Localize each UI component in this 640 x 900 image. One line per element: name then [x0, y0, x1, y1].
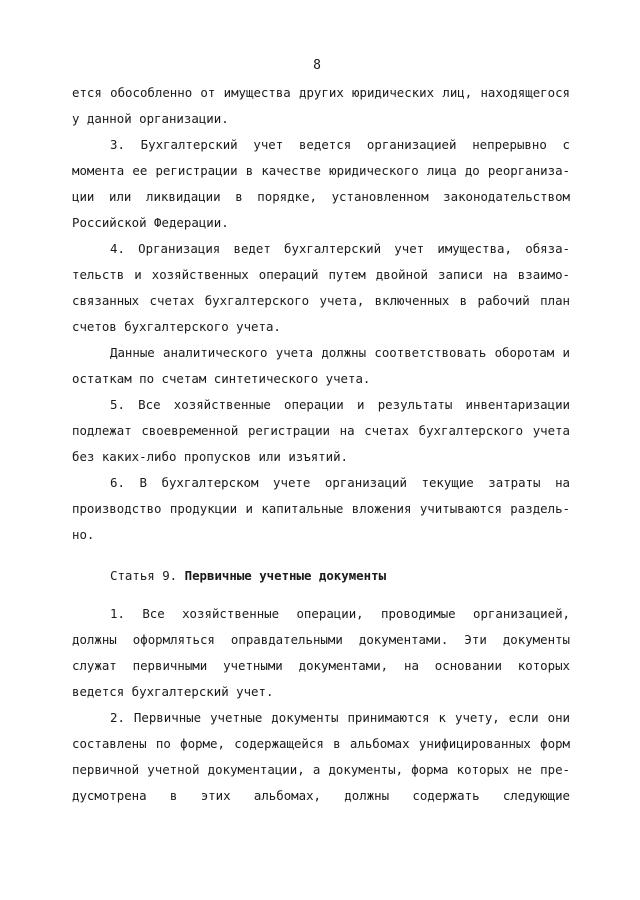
article-title: Первичные учетные документы — [184, 568, 387, 583]
text-line: остаткам по счетам синтетического учета. — [72, 371, 371, 386]
text-line: 3. Бухгалтерский учет ведется организацией непрерывно с — [110, 137, 570, 152]
text-line: у данной организации. — [72, 111, 229, 126]
text-line: ется обособленно от имущества других юридических лиц, находящегося — [72, 85, 570, 100]
text-line: 6. В бухгалтерском учете организаций текущие затраты на — [110, 475, 570, 490]
text-line: 2. Первичные учетные документы принимаются к учету, если они — [110, 710, 570, 725]
text-line: ции или ликвидации в порядке, установленном законодательством — [72, 189, 570, 204]
text-line: служат первичными учетными документами, на основании которых — [72, 658, 570, 673]
text-line: Российской Федерации. — [72, 215, 229, 230]
article-heading — [110, 567, 386, 585]
text-line: связанных счетах бухгалтерского учета, включенных в рабочий план — [72, 293, 570, 308]
text-line: составлены по форме, содержащейся в альбомах унифицированных форм — [72, 736, 570, 751]
text-line: 1. Все хозяйственные операции, проводимые организацией, — [110, 606, 570, 621]
text-line: ведется бухгалтерский учет. — [72, 684, 274, 699]
text-line: но. — [72, 527, 95, 542]
text-line: Данные аналитического учета должны соответствовать оборотам и — [110, 345, 570, 360]
text-line: подлежат своевременной регистрации на счетах бухгалтерского учета — [72, 423, 570, 438]
text-line: 5. Все хозяйственные операции и результаты инвентаризации — [110, 397, 570, 412]
article-number: Статья 9. — [110, 568, 178, 583]
text-line: должны оформляться оправдательными документами. Эти документы — [72, 632, 570, 647]
text-line: производство продукции и капитальные вложения учитываются раздель- — [72, 501, 570, 516]
text-line: момента ее регистрации в качестве юридического лица до реорганиза- — [72, 163, 570, 178]
page-number: 8 — [313, 58, 321, 73]
text-line: тельств и хозяйственных операций путем двойной записи на взаимо- — [72, 267, 570, 282]
text-line: 4. Организация ведет бухгалтерский учет имущества, обяза- — [110, 241, 570, 256]
text-line: счетов бухгалтерского учета. — [72, 319, 281, 334]
text-line: первичной учетной документации, а документы, форма которых не пре- — [72, 762, 570, 777]
text-line: дусмотрена в этих альбомах, должны содержать следующие — [72, 788, 570, 803]
text-line: без каких-либо пропусков или изъятий. — [72, 449, 349, 464]
